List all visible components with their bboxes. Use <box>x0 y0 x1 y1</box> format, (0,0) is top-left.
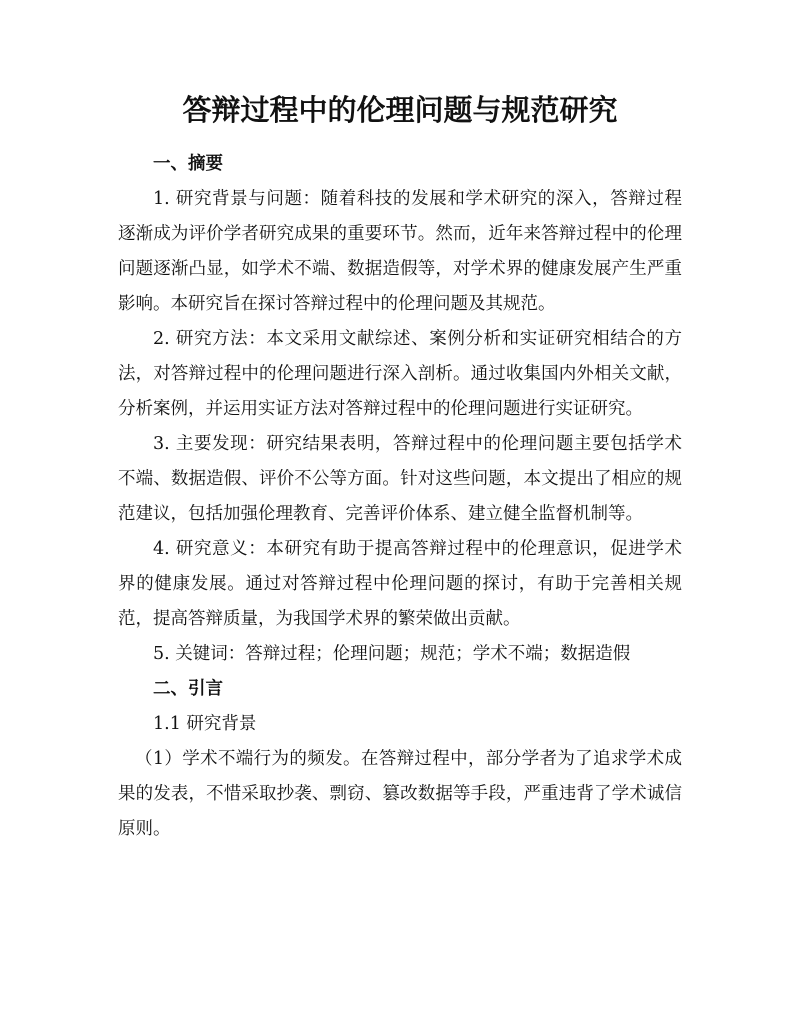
abstract-item-3: 3. 主要发现：研究结果表明，答辩过程中的伦理问题主要包括学术不端、数据造假、评价不公等方面。针对这些问题，本文提出了相应的规范建议，包括加强伦理教育、完善评价体系、建立健全监督机制等。 <box>118 434 682 524</box>
abstract-item-1: 1. 研究背景与问题：随着科技的发展和学术研究的深入，答辩过程逐渐成为评价学者研究成果的重要环节。然而，近年来答辩过程中的伦理问题逐渐凸显，如学术不端、数据造假等，对学术界的健康发展产生严重影响。本研究旨在探讨答辩过程中的伦理问题及其规范。 <box>118 189 682 314</box>
document-body <box>118 147 682 847</box>
abstract-item-4: 4. 研究意义：本研究有助于提高答辩过程中的伦理意识，促进学术界的健康发展。通过对答辩过程中伦理问题的探讨，有助于完善相关规范，提高答辩质量，为我国学术界的繁荣做出贡献。 <box>118 539 682 629</box>
abstract-item-2: 2. 研究方法：本文采用文献综述、案例分析和实证研究相结合的方法，对答辩过程中的伦理问题进行深入剖析。通过收集国内外相关文献，分析案例，并运用实证方法对答辩过程中的伦理问题进行实证研究。 <box>118 329 682 419</box>
document-title: 答辩过程中的伦理问题与规范研究 <box>182 93 618 127</box>
introduction-paragraph: （1）学术不端行为的频发。在答辩过程中，部分学者为了追求学术成果的发表，不惜采取抄袭、剽窃、篡改数据等手段，严重违背了学术诚信原则。 <box>118 749 682 839</box>
introduction-subheading: 1.1 研究背景 <box>153 714 257 734</box>
abstract-keywords: 5. 关键词：答辩过程；伦理问题；规范；学术不端；数据造假 <box>153 644 631 664</box>
abstract-heading: 一、摘要 <box>153 154 223 174</box>
introduction-heading: 二、引言 <box>153 679 223 699</box>
